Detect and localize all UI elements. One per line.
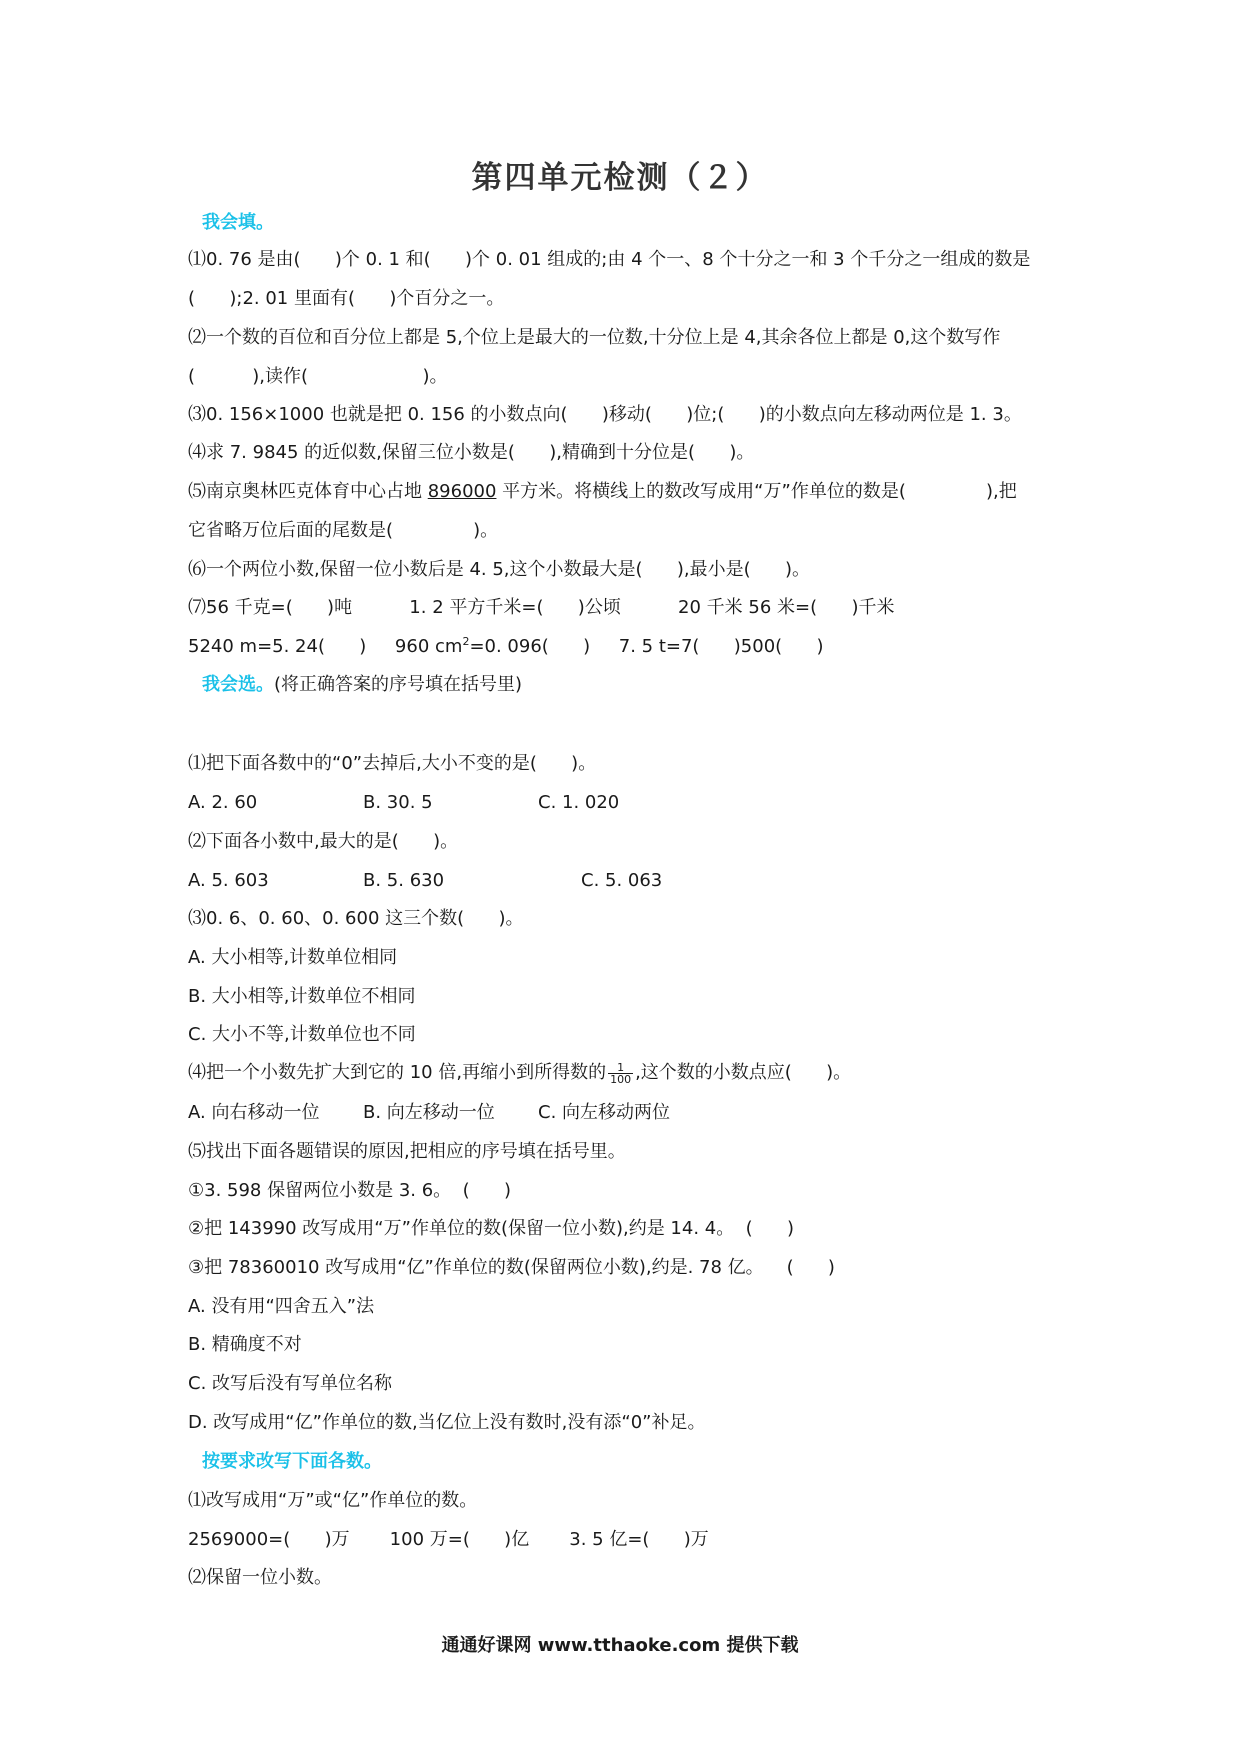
rewrite-question-1-items: 2569000=( )万 100 万=( )亿 3. 5 亿=( )万 [188, 1529, 709, 1550]
error-item-2: ②把 143990 改写成用“万”作单位的数(保留一位小数),约是 14. 4。 ( ) [188, 1218, 795, 1239]
option-b: B. 5. 630 [363, 870, 445, 891]
choice-question-4 [188, 1060, 851, 1086]
fraction-numerator: 1 [608, 1062, 633, 1074]
option-c: C. 向左移动两位 [538, 1102, 671, 1123]
question-7-line-1: ⑺56 千克=( )吨 1. 2 平方千米=( )公顷 20 千米 56 米=( )千米 [188, 597, 895, 618]
question-2-line-1: ⑵一个数的百位和百分位上都是 5,个位上是最大的一位数,十分位上是 4,其余各位上都是 0,这个数写作 [188, 327, 1001, 348]
question-7-line-2 [188, 634, 824, 660]
rewrite-question-1: ⑴改写成用“万”或“亿”作单位的数。 [188, 1490, 478, 1511]
question-4: ⑷求 7. 9845 的近似数,保留三位小数是( ),精确到十分位是( )。 [188, 442, 755, 463]
option-c: C. 大小不等,计数单位也不同 [188, 1024, 416, 1045]
footer-source: 通通好课网 www.tthaoke.com 提供下载 [441, 1635, 799, 1656]
section-heading-fill: 我会填。 [202, 212, 274, 233]
option-b: B. 大小相等,计数单位不相同 [188, 986, 416, 1007]
superscript: 2 [462, 635, 470, 648]
error-item-3: ③把 78360010 改写成用“亿”作单位的数(保留两位小数),约是. 78 亿。 ( ) [188, 1257, 835, 1278]
question-4-text-rest: ,这个数的小数点应( )。 [635, 1062, 852, 1083]
option-a: A. 5. 603 [188, 870, 269, 891]
section-heading-note: (将正确答案的序号填在括号里) [274, 674, 523, 695]
section-heading-text: 我会选。 [202, 674, 274, 695]
question-6: ⑹一个两位小数,保留一位小数后是 4. 5,这个小数最大是( ),最小是( )。 [188, 559, 810, 580]
reason-c: C. 改写后没有写单位名称 [188, 1373, 393, 1394]
question-7-text-a: 5240 m=5. 24( ) 960 cm [188, 636, 463, 657]
section-heading-rewrite: 按要求改写下面各数。 [202, 1451, 382, 1472]
option-a: A. 大小相等,计数单位相同 [188, 947, 398, 968]
question-4-text: ⑷把一个小数先扩大到它的 10 倍,再缩小到所得数的 [188, 1062, 607, 1083]
option-a: A. 2. 60 [188, 792, 258, 813]
rewrite-question-2: ⑵保留一位小数。 [188, 1567, 332, 1588]
section-heading-choose [202, 672, 522, 698]
question-5-text: ⑸南京奥林匹克体育中心占地 [188, 481, 428, 502]
reason-b: B. 精确度不对 [188, 1334, 302, 1355]
choice-question-2: ⑵下面各小数中,最大的是( )。 [188, 831, 459, 852]
choice-question-5: ⑸找出下面各题错误的原因,把相应的序号填在括号里。 [188, 1141, 626, 1162]
question-1-line-1: ⑴0. 76 是由( )个 0. 1 和( )个 0. 01 组成的;由 4 个一、8 个十分之一和 3 个千分之一组成的数是 [188, 249, 1031, 270]
question-5-line-2: 它省略万位后面的尾数是( )。 [188, 520, 499, 541]
choice-question-3: ⑶0. 6、0. 60、0. 600 这三个数( )。 [188, 908, 524, 929]
option-b: B. 30. 5 [363, 792, 433, 813]
option-b: B. 向左移动一位 [363, 1102, 495, 1123]
choice-question-1: ⑴把下面各数中的“0”去掉后,大小不变的是( )。 [188, 753, 597, 774]
underlined-number: 896000 [427, 481, 497, 502]
question-5-text-rest: 平方米。将横线上的数改写成用“万”作单位的数是( ),把 [496, 481, 1017, 502]
reason-d: D. 改写成用“亿”作单位的数,当亿位上没有数时,没有添“0”补足。 [188, 1412, 706, 1433]
page-title: 第四单元检测（２） [471, 160, 769, 196]
reason-a: A. 没有用“四舍五入”法 [188, 1296, 375, 1317]
question-5-line-1 [188, 479, 1017, 505]
option-c: C. 1. 020 [538, 792, 620, 813]
fraction [608, 1062, 633, 1085]
error-item-1: ①3. 598 保留两位小数是 3. 6。 ( ) [188, 1180, 511, 1201]
question-3: ⑶0. 156×1000 也就是把 0. 156 的小数点向( )移动( )位;( )的小数点向左移动两位是 1. 3。 [188, 404, 1022, 425]
option-a: A. 向右移动一位 [188, 1102, 320, 1123]
question-1-line-2: ( );2. 01 里面有( )个百分之一。 [188, 288, 505, 309]
option-c: C. 5. 063 [581, 870, 663, 891]
question-7-text-b: =0. 096( ) 7. 5 t=7( )500( ) [469, 636, 824, 657]
question-2-line-2: ( ),读作( )。 [188, 366, 448, 387]
fraction-denominator: 100 [610, 1072, 632, 1086]
